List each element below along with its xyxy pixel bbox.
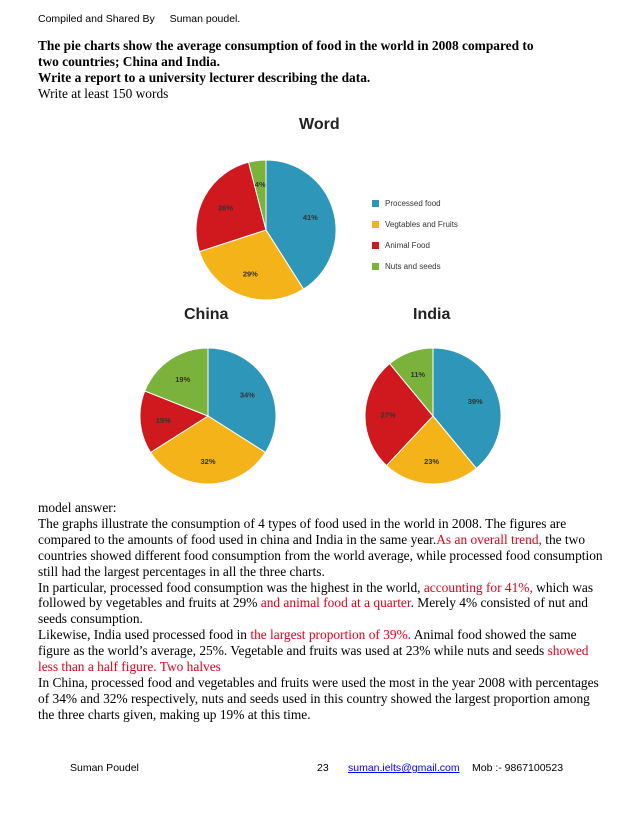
highlighted-text: accounting for 41%, [423,579,533,595]
answer-text: Animal food showed the same figure as the world’s average, 25%. Vegetable and fruits was used at 23% while nuts and seeds [38,627,577,659]
legend-label: Nuts and seeds [385,262,441,271]
pie-data-label: 29% [242,269,258,279]
pie-data-label: 23% [424,456,440,466]
answer-paragraph-4: In China, processed food and vegetables and fruits were used the most in the year 2008 with percentages of 34% and 32% respectively, nuts and seeds used in this country showed the largest proportion among the three charts given, making up 19% at this time. [38,674,599,722]
chart-legend [372,193,458,277]
pie-data-label: 39% [467,396,483,406]
answer-paragraph-1 [38,516,604,580]
china-pie-chart [140,348,276,484]
answer-text: the two countries showed different food consumption from the world average, while processed food consumption still had the largest percentages in all the three charts. [38,531,603,579]
answer-paragraph-2 [38,580,604,628]
legend-label: Processed food [385,199,441,208]
pie-data-label: 27% [380,410,396,420]
highlighted-text: showed less than a half figure. Two halves [38,643,589,675]
legend-label: Vegtables and Fruits [385,220,458,229]
page-header [38,13,252,25]
mobile-number: Mob :- 9867100523 [472,762,564,774]
answer-text: In particular, processed food consumption was the highest in the world, [38,579,424,595]
answer-text: which was followed by vegetables and fruits at 29% [38,579,594,611]
answer-text: . Merely 4% consisted of nut and seeds consumption. [38,595,588,627]
answer-text: Likewise, India used processed food in [38,627,251,643]
pie-data-label: 41% [302,213,318,223]
china-chart-title: China [184,306,229,323]
pie-data-label: 19% [175,374,191,384]
pie-data-label: 34% [239,390,255,400]
india-chart-title: India [413,306,451,323]
legend-swatch-vegetables [372,221,379,228]
task-line-1: The pie charts show the average consumption of food in the world in 2008 compared to [38,38,534,53]
pie-data-label: 26% [218,203,234,213]
email-link[interactable]: suman.ielts@gmail.com [348,762,460,774]
pie-data-label: 32% [200,456,216,466]
highlighted-text: the largest proportion of 39%. [250,627,412,643]
india-pie-chart [365,348,501,484]
author-name: Suman poudel. [169,13,241,25]
page-number: 23 [317,762,329,774]
world-chart-title: Word [299,116,340,133]
legend-item [372,214,458,235]
legend-label: Animal Food [385,241,430,250]
pie-data-label: 15% [155,416,171,426]
highlighted-text: and animal food at a quarter [260,595,411,611]
compiled-label: Compiled and Shared By [38,13,155,25]
world-pie-chart [196,160,336,300]
legend-swatch-animal [372,242,379,249]
task-line-2: two countries; China and India. [38,54,220,69]
task-line-4: Write at least 150 words [38,86,169,101]
answer-intro: model answer: [38,500,117,515]
task-line-3: Write a report to a university lecturer describing the data. [38,70,371,85]
legend-swatch-processed [372,200,379,207]
legend-item [372,256,458,277]
pie-data-label: 11% [410,369,426,379]
pie-data-label: 4% [254,180,266,190]
model-answer [38,500,604,723]
legend-item [372,193,458,214]
legend-item [372,235,458,256]
answer-paragraph-3 [38,627,604,675]
footer-author: Suman Poudel [70,762,139,774]
legend-swatch-nuts [372,263,379,270]
highlighted-text: As an overall trend, [436,531,542,547]
task-prompt [38,38,608,102]
answer-text: The graphs illustrate the consumption of 4 types of food used in the world in 2008. The figures are compared to the amounts of food used in china and India in the same year. [38,515,567,547]
